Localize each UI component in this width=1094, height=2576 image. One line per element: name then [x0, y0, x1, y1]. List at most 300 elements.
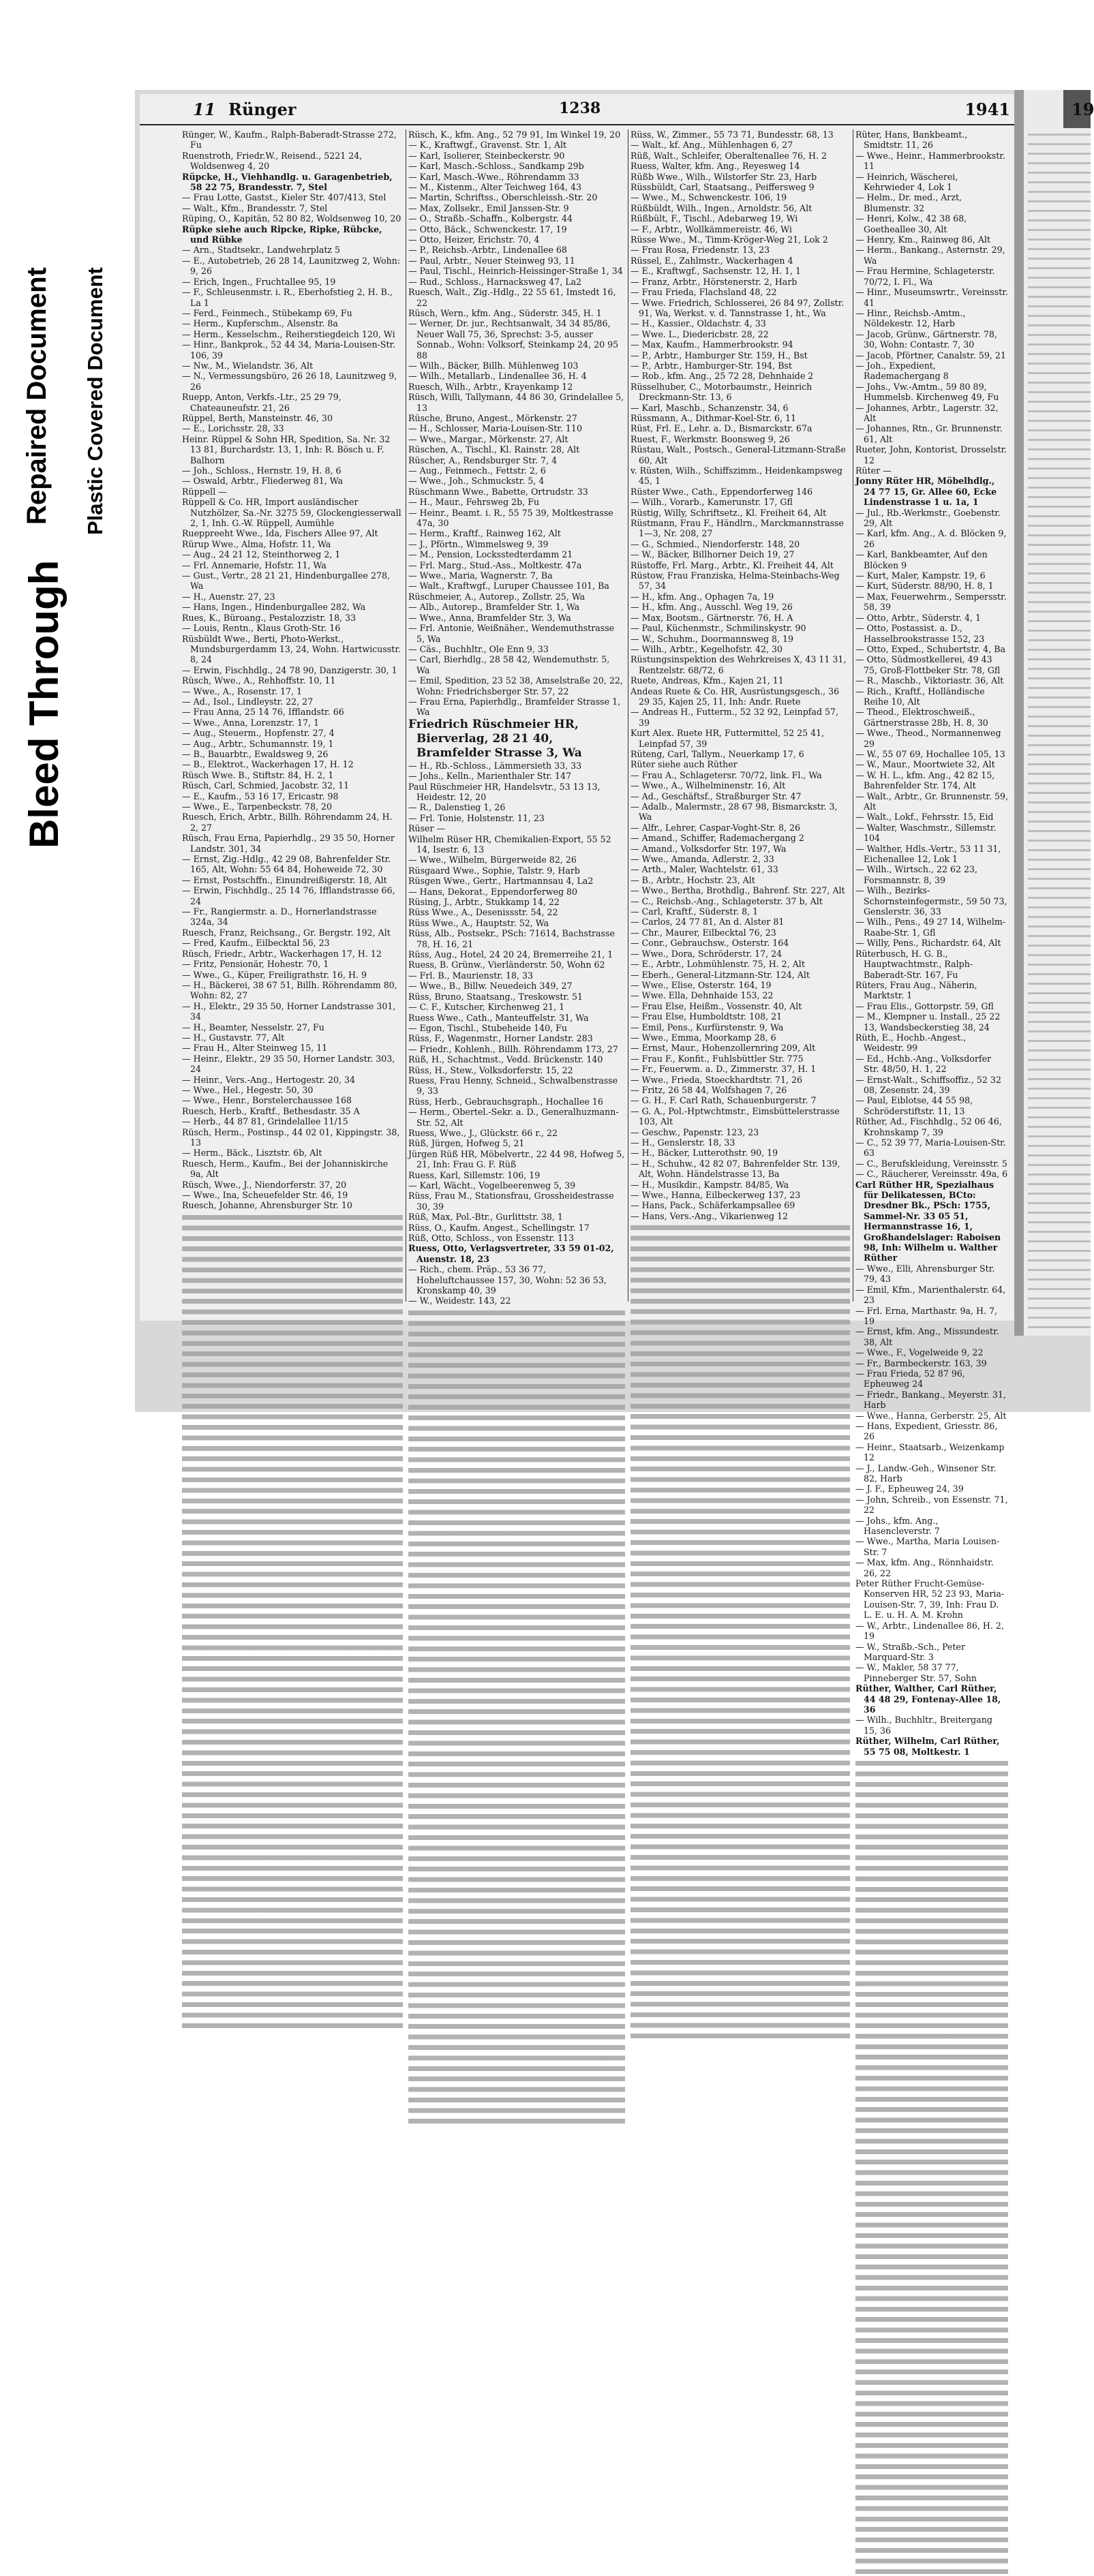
directory-entry: Ruess, Wwe., J., Glückstr. 66 r., 22	[408, 1127, 558, 1138]
directory-entry: Rüstungsinspektion des Wehrkreises X, 43 11 31, Rentzelstr. 68/72, 6	[630, 654, 847, 675]
directory-entry: — W. H. L., kfm. Ang., 42 82 15, Bahrenfelder Str. 174, Alt	[855, 769, 995, 791]
directory-entry: — Erwin, Fischhdlg., 24 78 90, Danzigerstr. 30, 1	[182, 664, 397, 675]
directory-entry: — G. A., Pol.-Hptwchtmstr., Eimsbüttelerstrasse 103, Alt	[630, 1105, 840, 1127]
next-page-number: 19	[1072, 99, 1094, 119]
directory-entry: Rüter, Hans, Bankbeamt., Smidtstr. 11, 26	[855, 129, 968, 151]
directory-entry: Rürup Wwe., Alma, Hofstr. 11, Wa	[182, 538, 331, 549]
directory-entry: Rüsch, Wern., kfm. Ang., Süderstr. 345, H. 1	[408, 307, 602, 318]
directory-entry: — Wwe., M., Schwenckestr. 106, 19	[630, 192, 787, 203]
directory-column-4	[855, 129, 1009, 1757]
directory-entry: Rüstmann, Frau F., Händlrn., Marckmannstrasse 1—3, Nr. 208, 27	[630, 518, 845, 539]
directory-entry: — Frau F., Konfit., Fuhlsbüttler Str. 775	[630, 1053, 804, 1064]
directory-entry: — Cäs., Buchhltr., Ole Enn 9, 33	[408, 643, 549, 654]
directory-entry: — Wwe., Margar., Mörkenstr. 27, Alt	[408, 433, 568, 444]
directory-entry: Rüss, W., Zimmer., 55 73 71, Bundesstr. 68, 13	[630, 129, 834, 140]
directory-entry: — Wwe., G., Küper, Freiligrathstr. 16, H. 9	[182, 969, 367, 980]
next-page-edge	[1014, 90, 1094, 1336]
directory-entry: — Hans, Pack., Schäferkampsallee 69	[630, 1200, 795, 1211]
directory-entry: Ruesch, Walt., Zig.-Hdlg., 22 55 61, Imstedt 16, 22	[408, 287, 616, 308]
directory-entry: — C., Räucherer, Vereinsstr. 49a, 6	[855, 1169, 1008, 1180]
directory-entry: — Karl, Wächt., Vogelbeerenweg 5, 39	[408, 1180, 576, 1191]
directory-entry: — H., kfm. Ang., Ausschl. Weg 19, 26	[630, 602, 793, 613]
directory-entry: — Oswald, Arbtr., Fliederweg 81, Wa	[182, 476, 344, 487]
directory-entry: — C., Reichsb.-Ang., Schlageterstr. 37 b, Alt	[630, 895, 823, 906]
directory-entry: — Wwe., Frieda, Stoeckhardtstr. 71, 26	[630, 1074, 802, 1085]
directory-entry: — Wwe., Theod., Normannenweg 29	[855, 728, 1001, 749]
directory-entry: — Frl. Annemarie, Hofstr. 11, Wa	[182, 559, 326, 570]
directory-entry: — W., Bäcker, Billhorner Deich 19, 27	[630, 549, 795, 560]
directory-entry: — H., Gustavstr. 77, Alt	[182, 1032, 285, 1043]
directory-entry: — Werner, Dr. jur., Rechtsanwalt, 34 34 85/86, Neuer Wall 75, 36, Sprechst: 3-5, ausser Sonnab., Wohn: Volksorf, Steinkamp 24, 20 95 88	[408, 318, 619, 361]
directory-entry: Rünger, W., Kaufm., Ralph-Baberadt-Strasse 272, Fu	[182, 129, 397, 151]
directory-entry: — Gust., Vertr., 28 21 21, Hindenburgallee 278, Wa	[182, 570, 391, 592]
directory-entry: Rüster Wwe., Cath., Eppendorferweg 146	[630, 486, 813, 497]
directory-entry: Rüss, O., Kaufm. Angest., Schellingstr. 17	[408, 1222, 590, 1233]
directory-entry: Ruest, F., Werkmstr. Boonsweg 9, 26	[630, 433, 790, 444]
directory-entry: Ruesch, Wilh., Arbtr., Krayenkamp 12	[408, 381, 573, 392]
directory-entry: Rüss Wwe., A., Hauptstr. 52, Wa	[408, 917, 549, 928]
directory-entry: — Wwe., Wilhelm, Bürgerweide 82, 26	[408, 855, 577, 865]
directory-entry: — Wwe., Amanda, Adlerstr. 2, 33	[630, 854, 774, 865]
directory-entry: Rüßb Wwe., Wilh., Wilstorfer Str. 23, Harb	[630, 171, 817, 182]
directory-entry: — Herm., Kesselschm., Reiherstiegdeich 120, Wi	[182, 328, 395, 339]
directory-entry: — Walt., kf. Ang., Mühlenhagen 6, 27	[630, 140, 793, 151]
directory-entry: Rüsch, Carl, Schmied, Jacobstr. 32, 11	[182, 780, 350, 791]
directory-entry: Rüssel, E., Zahlmstr., Wackerhagen 4	[630, 255, 793, 266]
directory-entry: — Jacob, Grünw., Gärtnerstr. 78, 30, Wohn: Contastr. 7, 30	[855, 328, 997, 350]
directory-entry: — J. F., Epheuweg 24, 39	[855, 1484, 964, 1494]
directory-entry: — H., Schlosser, Maria-Louisen-Str. 110	[408, 423, 582, 434]
directory-entry: Rues, K., Büroang., Pestalozzistr. 18, 33	[182, 612, 356, 623]
directory-entry: Rüßbüldt, Wilh., Ingen., Arnoldstr. 56, Alt	[630, 202, 812, 213]
directory-entry: — Herm., Obertel.-Sekr. a. D., Generalhuzmann-Str. 52, Alt	[408, 1107, 619, 1128]
directory-entry: Rüsch, Wwe., J., Niendorferstr. 37, 20	[182, 1179, 347, 1190]
directory-entry: — B., Arbtr., Hochstr. 23, Alt	[630, 874, 755, 885]
directory-entry: — Martin, Schriftss., Oberschleissh.-Str. 20	[408, 192, 598, 203]
directory-entry: — W., Weidestr. 143, 22	[408, 1295, 511, 1306]
directory-entry: — Heinr., Beamt. i. R., 55 75 39, Moltkestrasse 47a, 30	[408, 507, 613, 529]
directory-entry: — H., Schuhw., 42 82 07, Bahrenfelder Str. 139, Alt, Wohn. Händelstrasse 13, Ba	[630, 1158, 840, 1180]
directory-entry: Rüschmeier, A., Autorep., Zollstr. 25, Wa	[408, 591, 586, 602]
directory-entry: Rüss, H., Stew., Volksdorferstr. 15, 22	[408, 1064, 573, 1075]
directory-entry: — P., Arbtr., Hamburger-Str. 194, Bst	[630, 360, 792, 371]
directory-entry: — R., Maschb., Viktoriastr. 36, Alt	[855, 675, 1004, 686]
directory-entry: — Hinr., Reichsb.-Amtm., Nöldekestr. 12, Harb	[855, 307, 966, 329]
directory-entry: — Eberh., General-Litzmann-Str. 124, Alt	[630, 969, 810, 980]
directory-entry: Ruesch, Herm., Kaufm., Bei der Johanniskirche 9a, Alt	[182, 1158, 389, 1180]
directory-entry: — Hans, Expedient, Griesstr. 86, 26	[855, 1420, 998, 1442]
directory-entry: — E., Kraftwgf., Sachsenstr. 12, H. 1, 1	[630, 266, 802, 277]
directory-entry: — H., Auenstr. 27, 23	[182, 591, 275, 602]
directory-entry: — Frau Else, Humboldtstr. 108, 21	[630, 1011, 782, 1022]
directory-entry: — Frau Elis., Gottorpstr. 59, Gfl	[855, 1000, 994, 1011]
directory-entry: — W., 55 07 69, Hochallee 105, 13	[855, 748, 1005, 759]
directory-entry: — H., Maur., Fehrsweg 2b, Fu	[408, 497, 540, 508]
directory-entry: — F., Schleusenmstr. i. R., Eberhofstieg 2, H. B., La 1	[182, 287, 393, 308]
directory-entry: Rüschen, A., Tischl., Kl. Rainstr. 28, Alt	[408, 444, 580, 455]
directory-entry: — Johannes, Rtn., Gr. Brunnenstr. 61, Alt	[855, 423, 1003, 444]
directory-entry: — Joh., Expedient, Rademachergang 8	[855, 360, 949, 382]
dense-text-continuation	[855, 1758, 1008, 2576]
directory-entry: Rüsche, Bruno, Angest., Mörkenstr. 27	[408, 412, 577, 423]
directory-entry: — Aug., Steuerm., Hopfenstr. 27, 4	[182, 728, 335, 739]
directory-entry: Ruesch, Herb., Kraftf., Bethesdastr. 35 A	[182, 1105, 360, 1116]
directory-entry: — Johs., Kelln., Marienthaler Str. 147	[408, 771, 572, 782]
repaired-document-label: Repaired Document	[22, 267, 52, 525]
directory-entry: — Otto, Arbtr., Süderstr. 4, 1	[855, 612, 981, 623]
directory-entry: — Karl, kfm. Ang., A. d. Blöcken 9, 26	[855, 528, 1007, 549]
directory-entry: — Carl, Bierhdlg., 28 58 42, Wendemuthstr. 5, Wa	[408, 654, 610, 675]
directory-entry: — Max, Kaufm., Hammerbrookstr. 94	[630, 339, 793, 350]
directory-entry: — Ernst, Postschffn., Einundreißigerstr. 18, Alt	[182, 874, 387, 885]
directory-entry: — Wwe., E., Tarpenbeckstr. 78, 20	[182, 801, 332, 812]
directory-entry: — Wilh., Wirtsch., 22 62 23, Forsmannstr. 8, 39	[855, 864, 978, 885]
directory-entry: Rüppell & Co. HR, Import ausländischer Nutzhölzer, Sa.-Nr. 3275 59, Glockengiesserwall 2, 1, Inh. G.-W. Rüppell, Aumühle	[182, 497, 401, 529]
directory-entry: — E., Autobetrieb, 26 28 14, Launitzweg 2, Wohn: 9, 26	[182, 255, 401, 277]
directory-entry: — Nw., M., Wielandstr. 36, Alt	[182, 360, 314, 371]
directory-entry: — Rob., kfm. Ang., 25 72 28, Dehnhaide 2	[630, 371, 814, 382]
directory-entry: Rüß, Walt., Schleifer, Oberaltenallee 76, H. 2	[630, 150, 827, 161]
directory-entry: — Frl. Marg., Stud.-Ass., Moltkestr. 47a	[408, 559, 582, 570]
directory-entry: Rüther, Wilhelm, Carl Rüther, 55 75 08, Moltkestr. 1	[855, 1736, 1000, 1757]
directory-entry: — C. F., Kutscher, Kirchenweg 21, 1	[408, 1002, 565, 1013]
directory-entry: Wilhelm Rüser HR, Chemikalien-Export, 55 52 14, Isestr. 6, 13	[408, 833, 611, 855]
directory-entry: — Paul, Küchenmstr., Schmilinskystr. 90	[630, 623, 806, 634]
directory-entry: — Ernst-Walt., Schiffsoffiz., 52 32 08, Zesenstr. 24, 39	[855, 1074, 1001, 1095]
directory-entry: — Wwe., Joh., Schmuckstr. 5, 4	[408, 476, 545, 487]
directory-entry: Rüpke siehe auch Ripcke, Ripke, Rübcke, und Rübke	[182, 224, 382, 245]
directory-entry: Rüteng, Carl, Tallym., Neuerkamp 17, 6	[630, 748, 804, 759]
directory-entry: — Frau Else, Heißm., Vossenstr. 40, Alt	[630, 1000, 802, 1011]
directory-entry: — Heinr., Vers.-Ang., Hertogestr. 20, 34	[182, 1074, 356, 1085]
page-number-left: 11	[193, 99, 216, 119]
directory-entry: Rüss Wwe., A., Desenissstr. 54, 22	[408, 907, 558, 918]
directory-entry: — Hans, Vers.-Ang., Vikarienweg 12	[630, 1210, 789, 1221]
directory-entry: Rüß, H., Schachtmst., Vedd. Brückenstr. 140	[408, 1054, 603, 1065]
directory-entry: Rüß, Otto, Schloss., von Essenstr. 113	[408, 1233, 575, 1244]
directory-entry: — Louis, Rentn., Klaus Groth-Str. 16	[182, 623, 341, 634]
directory-entry: — Otto, Heizer, Erichstr. 70, 4	[408, 234, 540, 245]
directory-entry: — Ernst, kfm. Ang., Missundestr. 38, Alt	[855, 1326, 999, 1347]
directory-entry: Ruesch, Franz, Reichsang., Gr. Bergstr. 192, Alt	[182, 927, 391, 938]
directory-entry: — Max, kfm. Ang., Rönnhaidstr. 26, 22	[855, 1557, 994, 1578]
directory-entry: — Wilh., Buchhltr., Breitergang 15, 36	[855, 1715, 992, 1736]
directory-entry: — R., Dalenstieg 1, 26	[408, 802, 506, 813]
directory-entry: — Otto, Exped., Schubertstr. 4, Ba	[855, 643, 1005, 654]
header-year: 1941	[964, 99, 1010, 119]
directory-entry: — G. H., F. Carl Rath, Schauenburgerstr. 7	[630, 1095, 817, 1106]
directory-entry: — Walter, Waschmstr., Sillemstr. 104	[855, 822, 997, 844]
directory-entry: — Wwe., Heinr., Hammerbrookstr. 11	[855, 150, 1005, 172]
directory-entry: Rüther, Walther, Carl Rüther, 44 48 29, Fontenay-Allee 18, 36	[855, 1683, 1001, 1715]
directory-entry: Rüterbusch, H. G. B., Hauptwachtmstr., Ralph-Baberadt-Str. 167, Fu	[855, 948, 973, 980]
directory-entry: — Kurt, Süderstr. 88/90, H. 8, 1	[855, 581, 994, 592]
directory-entry: Peter Rüther Frucht-Gemüse-Konserven HR, 52 23 93, Maria-Louisen-Str. 7, 39, Inh: Frau D. L. E. u. H. A. M. Krohn	[855, 1578, 1005, 1621]
directory-entry: — Amand., Schiffer, Rademachergang 2	[630, 833, 804, 844]
directory-entry: — Paul, Arbtr., Neuer Steinweg 93, 11	[408, 255, 575, 266]
directory-entry: — Hinr., Museumswrtr., Vereinsstr. 41	[855, 287, 1008, 308]
directory-entry: Friedrich Rüschmeier HR, Bierverlag, 28 21 40, Bramfelder Strasse 3, Wa	[408, 717, 582, 760]
directory-entry: — Erich, Ingen., Fruchtallee 95, 19	[182, 276, 336, 287]
directory-entry: Rüss, Alb., Postsekr., PSch: 71614, Bachstrasse 78, H. 16, 21	[408, 928, 615, 949]
directory-entry: — Karl, Masch.-Schloss., Sandkamp 29b	[408, 161, 584, 172]
directory-entry: — K., Kraftwgf., Gravenst. Str. 1, Alt	[408, 140, 567, 151]
directory-entry: — Karl, Maschb., Schanzenstr. 34, 6	[630, 402, 789, 413]
directory-entry: — Jul., Rb.-Werkmstr., Goebenstr. 29, Alt	[855, 507, 1001, 529]
directory-entry: Rüsch, Wwe., A., Rehhoffstr. 10, 11	[182, 675, 336, 686]
directory-entry: — Walt., Lokf., Fehrsstr. 15, Eid	[855, 812, 994, 823]
directory-entry: — W., Straßb.-Sch., Peter Marquard-Str. 3	[855, 1641, 965, 1662]
directory-entry: — Max, Zollsekr., Emil Janssen-Str. 9	[408, 202, 569, 213]
directory-entry: — Alb., Autorep., Bramfelder Str. 1, Wa	[408, 602, 580, 613]
directory-entry: — Johs., Vw.-Amtm., 59 80 89, Hummelsb. Kirchenweg 49, Fu	[855, 381, 999, 403]
directory-entry: Rüsch, Willi, Tallymann, 44 86 30, Grindelallee 5, 13	[408, 392, 624, 413]
directory-entry: — Herm., Kupferschm., Alsenstr. 8a	[182, 318, 338, 329]
directory-entry: — M., Klempner u. Install., 25 22 13, Wandsbeckerstieg 38, 24	[855, 1011, 1001, 1032]
directory-entry: — Amand., Volksdorfer Str. 197, Wa	[630, 843, 787, 854]
directory-entry: Rüssmann, A., Dithmar-Koel-Str. 6, 11	[630, 412, 797, 423]
directory-entry: — Wilh., Bäcker, Billh. Mühlenweg 103	[408, 360, 579, 371]
directory-entry: Rüstau, Walt., Postsch., General-Litzmann-Straße 60, Alt	[630, 444, 846, 465]
directory-entry: Rüsch Wwe. B., Stiftstr. 84, H. 2, 1	[182, 769, 334, 780]
directory-entry: — H., Bäcker, Lutterothstr. 90, 19	[630, 1148, 778, 1159]
directory-entry: — Frau Lotte, Gastst., Kieler Str. 407/413, Stel	[182, 192, 386, 203]
directory-entry: Rüsing, J., Arbtr., Stukkamp 14, 22	[408, 897, 560, 908]
directory-entry: — Fritz, 26 58 44, Wolfshagen 7, 26	[630, 1084, 787, 1095]
directory-entry: — Wwe., Hel., Hegestr. 50, 30	[182, 1084, 314, 1095]
directory-entry: — E., Lorichsstr. 28, 33	[182, 423, 284, 434]
directory-entry: — M., Pension, Locksstedterdamm 21	[408, 549, 573, 560]
directory-entry: — C., Berufskleidung, Vereinsstr. 5	[855, 1158, 1007, 1169]
directory-entry: — H., Beamter, Nesselstr. 27, Fu	[182, 1022, 324, 1032]
directory-entry: — Henry, Km., Rainweg 86, Alt	[855, 234, 990, 245]
directory-entry: Heinr. Rüppel & Sohn HR, Spedition, Sa. Nr. 32 13 81, Burchardstr. 13, 1, Inh: R. Bösch u. F. Balhorn	[182, 433, 391, 465]
directory-entry: — Wwe., Dora, Schröderstr. 17, 24	[630, 948, 782, 959]
directory-entry: Rüter siehe auch Rüther	[630, 759, 738, 770]
directory-entry: — Frau Frieda, 52 87 96, Epheuweg 24	[855, 1368, 965, 1390]
dense-text-continuation	[408, 1308, 625, 2126]
directory-entry: — Karl, Isolierer, Steinbeckerstr. 90	[408, 150, 565, 161]
directory-entry: Rüß, Max, Pol.-Btr., Gurlittstr. 38, 1	[408, 1212, 563, 1223]
directory-entry: Rüsgaard Wwe., Sophie, Talstr. 9, Harb	[408, 865, 580, 876]
directory-entry: Rüth, E., Hochb.-Angest., Weidestr. 99	[855, 1032, 967, 1054]
directory-entry: — Ed., Hchb.-Ang., Volksdorfer Str. 48/50, H. 1, 22	[855, 1053, 992, 1075]
directory-entry: Rüss, Bruno, Staatsang., Treskowstr. 51	[408, 991, 583, 1002]
directory-entry: — W., Makler, 58 37 77, Pinneberger Str. 57, Sohn	[855, 1662, 977, 1683]
directory-entry: — Otto, Bäck., Schwenckestr. 17, 19	[408, 224, 567, 234]
directory-entry: — H., Rb.-Schloss., Lämmersieth 33, 33	[408, 760, 582, 771]
directory-entry: Rüppel, Berth, Mansteinstr. 46, 30	[182, 412, 333, 423]
directory-entry: — Wwe., F., Vogelweide 9, 22	[855, 1347, 984, 1358]
directory-entry: — Wilh., Pens., 49 27 14, Wilhelm-Raabe-Str. 1, Gfl	[855, 917, 1006, 938]
header-name: Rünger	[228, 99, 297, 119]
directory-entry: Ruepp, Anton, Verkfs.-Ltr., 25 29 79, Chateauneufstr. 21, 26	[182, 392, 341, 413]
dense-text-continuation	[630, 1223, 850, 2040]
directory-entry: — O., Straßb.-Schaffn., Kolbergstr. 44	[408, 213, 573, 224]
directory-entry: — Carl, Kraftf., Süderstr. 8, 1	[630, 906, 759, 917]
directory-entry: — Wwe., Bertha, Brothdlg., Bahrenf. Str. 227, Alt	[630, 885, 845, 896]
directory-entry: Rüsse Wwe., M., Timm-Kröger-Weg 21, Lok 2	[630, 234, 828, 245]
directory-entry: Rüss, F., Wagenmstr., Horner Landstr. 283	[408, 1033, 593, 1044]
directory-column-1	[182, 129, 403, 1302]
directory-entry: — Wilh., Vorarb., Kamerunstr. 17, Gfl	[630, 497, 793, 508]
directory-entry: — Fred, Kaufm., Eilbecktal 56, 23	[182, 938, 330, 949]
directory-entry: Rüsselhuber, C., Motorbaumstr., Heinrich Dreckmann-Str. 13, 6	[630, 381, 812, 403]
directory-entry: Ruess, Walter, kfm. Ang., Reyesweg 14	[630, 161, 800, 172]
directory-entry: — Adalb., Malermstr., 28 67 98, Bismarckstr. 3, Wa	[630, 801, 838, 823]
directory-entry: — Joh., Schloss., Hernstr. 19, H. 8, 6	[182, 465, 341, 476]
directory-entry: Rüssbüldt, Carl, Staatsang., Peiffersweg 9	[630, 182, 815, 193]
directory-entry: Jürgen Rüß HR, Möbelvertr., 22 44 98, Hofweg 5, 21, Inh: Frau G. F. Rüß	[408, 1148, 625, 1170]
directory-entry: — H., kfm. Ang., Ophagen 7a, 19	[630, 591, 774, 602]
directory-entry: — Jacob, Pförtner, Canalstr. 59, 21	[855, 350, 1006, 361]
directory-entry: — Fritz, Pensionär, Hohestr. 70, 1	[182, 959, 329, 970]
directory-entry: — Wwe., A., Rosenstr. 17, 1	[182, 686, 303, 696]
directory-entry: — Aug., 24 21 12, Steinthorweg 2, 1	[182, 549, 341, 560]
directory-entry: — Wwe. L., Diedericbstr. 28, 22	[630, 328, 769, 339]
directory-entry: — Wwe., Martha, Maria Louisen-Str. 7	[855, 1536, 1000, 1557]
plastic-covered-label: Plastic Covered Document	[83, 267, 107, 535]
directory-entry: — Walt., Arbtr., Gr. Brunnenstr. 59, Alt	[855, 791, 1009, 812]
next-page-text-edge	[1028, 128, 1091, 1329]
directory-entry: — Frau Anna, 25 14 76, Ifflandstr. 66	[182, 707, 344, 718]
directory-entry: — Arn., Stadtsekr., Landwehrplatz 5	[182, 245, 341, 256]
directory-entry: Jonny Rüter HR, Möbelhdlg., 24 77 15, Gr. Allee 60, Ecke Lindenstrasse 1 u. 1a, 1	[855, 476, 997, 508]
directory-entry: — Carlos, 24 77 81, An d. Alster 81	[630, 917, 785, 927]
bleed-through-label: Bleed Through	[21, 559, 67, 848]
directory-entry: — Frau Rosa, Friedenstr. 13, 23	[630, 245, 770, 256]
directory-entry: Rüpcke, H., Viehhandlg. u. Garagenbetrieb, 58 22 75, Brandesstr. 7, Stel	[182, 171, 393, 193]
directory-entry: Ruete, Andreas, Kfm., Kajen 21, 11	[630, 675, 784, 686]
directory-entry: — Johs., kfm. Ang., Hasencleverstr. 7	[855, 1515, 940, 1537]
directory-entry: — Max, Bootsm., Gärtnerstr. 76, H. A	[630, 612, 793, 623]
directory-entry: — Arth., Maler, Wachtelstr. 61, 33	[630, 864, 778, 875]
directory-entry: — Wwe., Maria, Wagnerstr. 7, Ba	[408, 570, 553, 581]
directory-entry: — Ad., Geschäftsf., Straßburger Str. 47	[630, 791, 802, 801]
directory-entry: Rüßbült, F., Tischl., Adebarweg 19, Wi	[630, 213, 798, 224]
directory-entry: — Alfr., Lehrer, Caspar-Voght-Str. 8, 26	[630, 822, 800, 833]
directory-entry: Rüsbüldt Wwe., Berti, Photo-Werkst., Mundsburgerdamm 13, 24, Wohn. Hartwicusstr. 8, 24	[182, 633, 401, 665]
directory-entry: — Wwe., Anna, Bramfelder Str. 3, Wa	[408, 612, 571, 623]
directory-entry: Ruesch, Johanne, Ahrensburger Str. 10	[182, 1200, 352, 1211]
directory-entry: — Hans, Dekorat., Eppendorferweg 80	[408, 886, 578, 897]
directory-entry: — Paul, Tischl., Heinrich-Heissinger-Straße 1, 34	[408, 266, 623, 277]
directory-entry: — N., Vermessungsbüro, 26 26 18, Launitzweg 9, 26	[182, 371, 397, 392]
directory-entry: — E., Kaufm., 53 16 17, Ericastr. 98	[182, 791, 339, 801]
directory-entry: — Frl. Antonie, Weißnäher., Wendemuthstrasse 5, Wa	[408, 623, 615, 644]
directory-entry: — Walt., Kraftwgf., Luruper Chaussee 101, Ba	[408, 581, 609, 592]
directory-entry: — C., 52 39 77, Maria-Louisen-Str. 63	[855, 1137, 1006, 1159]
directory-entry: — Wwe., Elise, Osterstr. 164, 19	[630, 979, 772, 990]
directory-entry: Rüss, Herb., Gebrauchsgraph., Hochallee 16	[408, 1096, 603, 1107]
directory-entry: — Kurt, Maler, Kampstr. 19, 6	[855, 570, 986, 581]
directory-entry: — Fr., Barmbeckerstr. 163, 39	[855, 1358, 987, 1368]
directory-entry: Rueppreeht Wwe., Ida, Fischers Allee 97, Alt	[182, 528, 378, 539]
directory-entry: — Ernst, Maur., Hohenzollernring 209, Alt	[630, 1043, 816, 1054]
directory-entry: — Wilh., Metallarb., Lindenallee 36, H. 4	[408, 371, 587, 382]
directory-entry: — Wwe., Henr., Borstelerchaussee 168	[182, 1095, 352, 1106]
directory-entry: — Wwe. Friedrich, Schlosserei, 26 84 97, Zollstr. 91, Wa, Werkst. v. d. Tannstrasse 1, ht., Wa	[630, 297, 845, 318]
page-number-center: 1238	[559, 99, 601, 117]
directory-entry: — Walther, Hdls.-Vertr., 53 11 31, Eichenallee 12, Lok 1	[855, 843, 1001, 865]
directory-entry: — Heinr., Elektr., 29 35 50, Horner Landstr. 303, 24	[182, 1053, 395, 1075]
directory-entry: Ruess, B. Grünw., Vierländerstr. 50, Wohn 62	[408, 960, 605, 970]
directory-entry: Rüters, Frau Aug., Näherin, Marktstr. 1	[855, 979, 977, 1001]
directory-entry: — Wwe., Hanna, Gerberstr. 25, Alt	[855, 1410, 1007, 1421]
directory-entry: — Ferd., Feinmech., Stübekamp 69, Fu	[182, 307, 352, 318]
directory-entry: — H., Genslerstr. 18, 33	[630, 1137, 735, 1148]
directory-entry: — Theod., Elektroschweiß., Gärtnerstrasse 28b, H. 8, 30	[855, 707, 988, 728]
directory-entry: Rüss, Aug., Hotel, 24 20 24, Bremerreihe 21, 1	[408, 949, 613, 960]
directory-entry: — Wwe., Ina, Scheuefelder Str. 46, 19	[182, 1190, 348, 1201]
directory-entry: — E., Arbtr., Lohmühlenstr. 75, H. 2, Alt	[630, 959, 805, 970]
directory-entry: — Henri, Kolw., 42 38 68, Goetheallee 30, Alt	[855, 213, 967, 234]
directory-entry: — Friedr., Kohlenh., Billh. Röhrendamm 173, 27	[408, 1043, 618, 1054]
directory-entry: Rüter —	[855, 465, 892, 476]
directory-entry: Rüst, Frl. E., Lehr. a. D., Bismarckstr. 67a	[630, 423, 812, 434]
directory-entry: Rüschmann Wwe., Babette, Ortrudstr. 33	[408, 486, 588, 497]
directory-entry: — W., Schuhm., Doormannsweg 8, 19	[630, 633, 794, 644]
directory-entry: v. Rüsten, Wilh., Schiffszimm., Heidenkampsweg 45, 1	[630, 465, 842, 487]
directory-entry: — Herm., Kraftf., Rainweg 162, Alt	[408, 528, 561, 539]
directory-column-3	[630, 129, 850, 1302]
directory-entry: — Frau Frieda, Flachsland 48, 22	[630, 287, 777, 298]
directory-entry: — F., Arbtr., Wollkämmereistr. 46, Wi	[630, 224, 792, 234]
directory-entry: — B., Elektrot., Wackerhagen 17, H. 12	[182, 759, 354, 770]
directory-entry: — H., Kassier., Oldachstr. 4, 33	[630, 318, 766, 329]
directory-entry: — Heinrich, Wäscherei, Kehrwieder 4, Lok 1	[855, 171, 958, 193]
directory-entry: — Karl, Masch.-Wwe., Röhrendamm 33	[408, 171, 579, 182]
directory-entry: Rueter, John, Kontorist, Drosselstr. 12	[855, 444, 1007, 465]
directory-entry: — Conr., Gebrauchsw., Osterstr. 164	[630, 938, 789, 949]
directory-entry: Rüther, Ad., Fischhdlg., 52 06 46, Krohnskamp 7, 39	[855, 1116, 1002, 1137]
directory-entry: — H., Elektr., 29 35 50, Horner Landstrasse 301, 34	[182, 1000, 396, 1022]
directory-entry: — Wwe., Anna, Lorenzstr. 17, 1	[182, 717, 319, 728]
directory-entry: — Emil, Spedition, 23 52 38, Amselstraße 20, 22, Wohn: Friedrichsberger Str. 57, 22	[408, 675, 623, 696]
directory-page	[140, 94, 1014, 1757]
directory-entry: — Wilh., Arbtr., Kegelhofstr. 42, 30	[630, 643, 783, 654]
directory-entry: — Wwe. Ella, Dehnhaide 153, 22	[630, 990, 774, 1001]
directory-entry: — Andreas H., Futterm., 52 32 92, Leinpfad 57, 39	[630, 707, 839, 728]
directory-entry: — Rich., chem. Präp., 53 36 77, Hoheluftchaussee 157, 30, Wohn: 52 36 53, Kronskamp 40, 39	[408, 1264, 607, 1296]
directory-entry: Rüser —	[408, 823, 446, 834]
directory-entry: — Egon, Tischl., Stubeheide 140, Fu	[408, 1022, 567, 1033]
directory-entry: — Fr., Rangiermstr. a. D., Hornerlandstrasse 324a, 34	[182, 906, 377, 927]
directory-entry: — J., Pförtn., Wimmelsweg 9, 39	[408, 538, 549, 549]
directory-entry: Paul Rüschmeier HR, Handelsvtr., 53 13 13, Heidestr. 12, 20	[408, 781, 601, 802]
directory-entry: — Herb., 44 87 81, Grindelallee 11/15	[182, 1116, 348, 1127]
directory-entry: Andeas Ruete & Co. HR, Ausrüstungsgesch., 36 29 35, Kajen 25, 11, Inh: Andr. Ruete	[630, 686, 840, 707]
directory-entry: — Emil, Pens., Kurfürstenstr. 9, Wa	[630, 1022, 784, 1032]
directory-entry: — Helm., Dr. med., Arzt, Blumenstr. 32	[855, 192, 962, 213]
directory-entry: — Heinr., Staatsarb., Weizenkamp 12	[855, 1441, 1005, 1463]
directory-entry: — Otto, Postassist. a. D., Hasselbrookstrasse 152, 23	[855, 623, 985, 644]
directory-entry: — Hinr., Bankprok., 52 44 34, Maria-Louisen-Str. 106, 39	[182, 339, 396, 361]
directory-entry: — M., Kistenm., Alter Teichweg 164, 43	[408, 182, 582, 193]
directory-column-2	[408, 129, 625, 1306]
directory-entry: Kurt Alex. Ruete HR, Futtermittel, 52 25 41, Leinpfad 57, 39	[630, 728, 825, 749]
directory-entry: Ruenstroth, Friedr.W., Reisend., 5221 24, Woldsenweg 4, 20	[182, 150, 363, 172]
directory-entry: — Willy, Pens., Richardstr. 64, Alt	[855, 938, 1001, 949]
directory-entry: Rüping, O., Kapitän, 52 80 82, Woldsenweg 10, 20	[182, 213, 401, 224]
directory-entry: — Geschw., Papenstr. 123, 23	[630, 1126, 759, 1137]
directory-entry: Rüsgen Wwe., Gertr., Hartmannsau 4, La2	[408, 876, 594, 887]
directory-entry: Rüss, Frau M., Stationsfrau, Grossheidestrasse 30, 39	[408, 1191, 614, 1212]
directory-entry: — Wwe., B., Billw. Neuedeich 349, 27	[408, 981, 573, 992]
directory-entry: — Herm., Bäck., Lisztstr. 6b, Alt	[182, 1148, 322, 1159]
directory-entry: Rüstig, Willy, Schriftsetz., Kl. Freiheit 64, Alt	[630, 507, 827, 518]
directory-entry: — Ad., Isol., Lindleystr. 22, 27	[182, 696, 314, 707]
